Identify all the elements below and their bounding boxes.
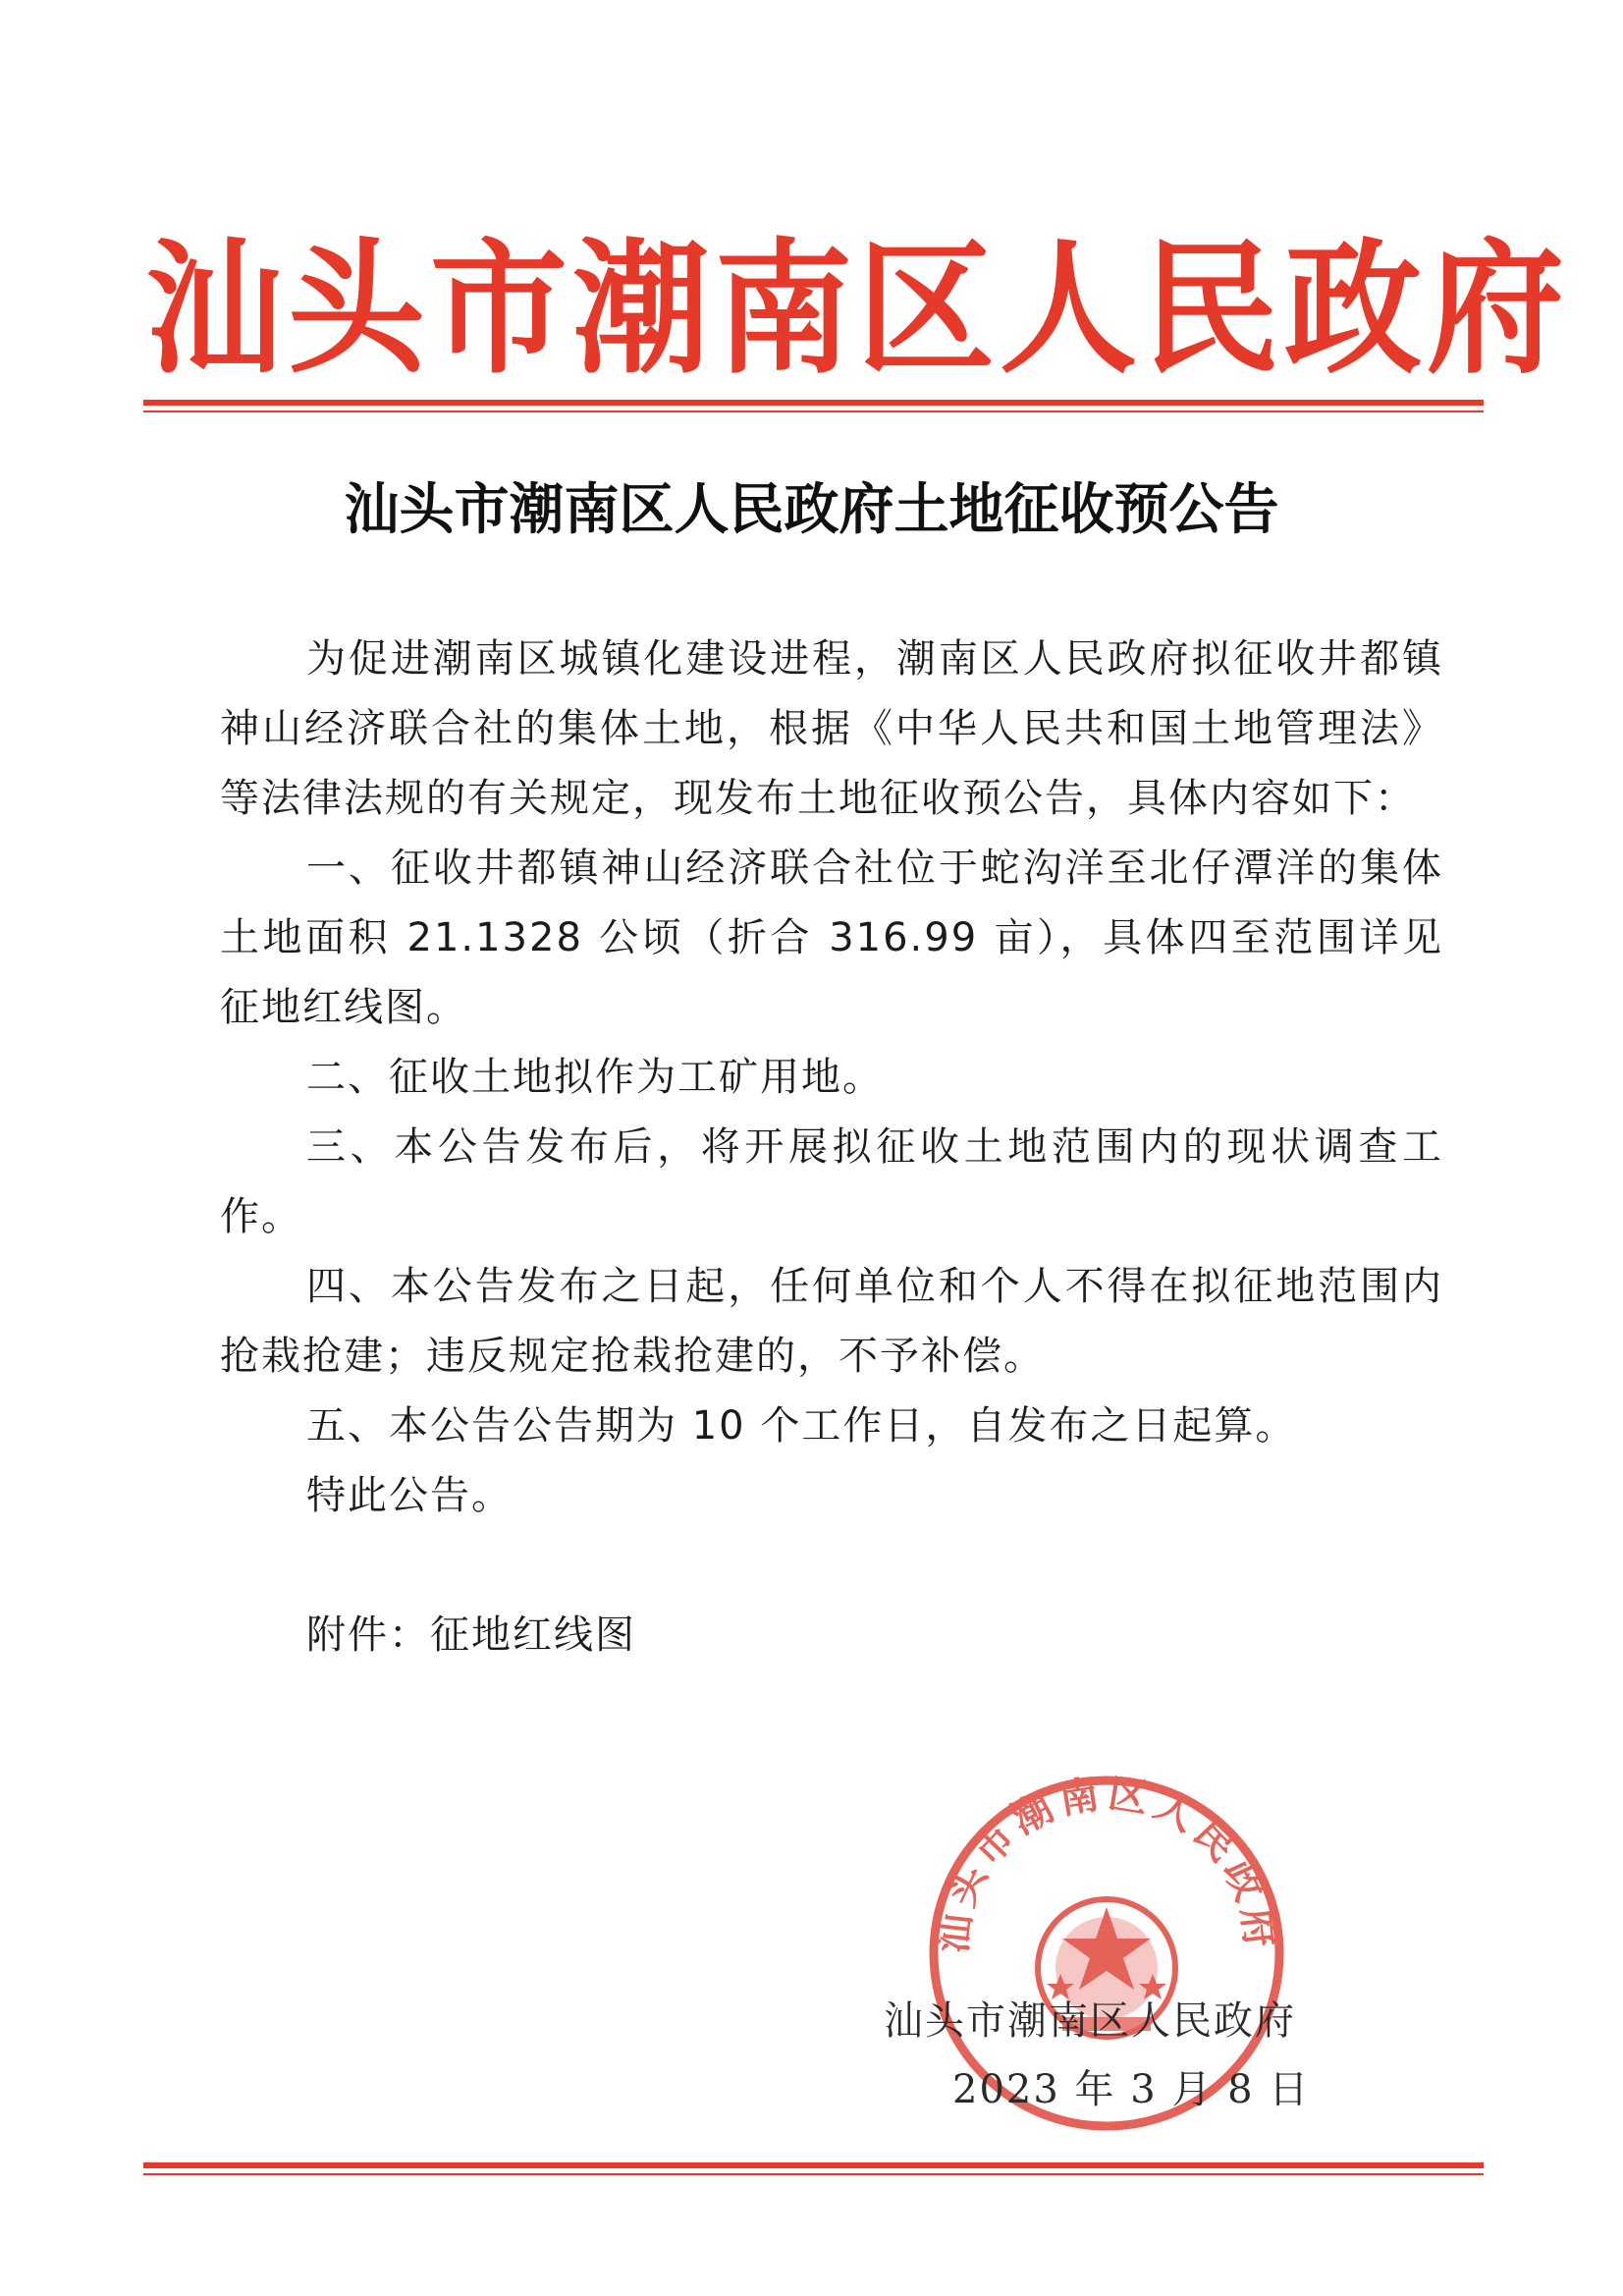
- paragraph-item-3: 三、本公告发布后，将开展拟征收土地范围内的现状调查工作。: [220, 1124, 1443, 1239]
- paragraph-item-1: 一、征收井都镇神山经济联合社位于蛇沟洋至北仔潭洋的集体土地面积 21.1328 公顷（折合 316.99 亩），具体四至范围详见征地红线图。: [220, 846, 1443, 1030]
- signature-block: [884, 1987, 1355, 2124]
- header-red-rule: [143, 400, 1484, 412]
- signature-organization: 汕头市潮南区人民政府: [884, 1998, 1296, 2044]
- signature-date: 2023 年 3 月 8 日: [952, 2067, 1311, 2112]
- paragraph-closing: 特此公告。: [306, 1473, 513, 1518]
- header-rule-thin: [143, 410, 1484, 412]
- footer-red-rule: [143, 2162, 1484, 2175]
- paragraph-intro: 为促进潮南区城镇化建设进程，潮南区人民政府拟征收井都镇神山经济联合社的集体土地，根据《中华人民共和国土地管理法》等法律法规的有关规定，现发布土地征收预公告，具体内容如下：: [220, 636, 1443, 821]
- paragraph-item-5: 五、本公告公告期为 10 个工作日，自发布之日起算。: [306, 1403, 1297, 1449]
- paragraph-item-4: 四、本公告发布之日起，任何单位和个人不得在拟征地范围内抢栽抢建；违反规定抢栽抢建的，不予补偿。: [220, 1264, 1443, 1379]
- document-body: [220, 625, 1443, 1670]
- header-rule-thick: [143, 400, 1484, 406]
- footer-rule-thin: [143, 2173, 1484, 2175]
- attachment-note: 附件：征地红线图: [306, 1613, 636, 1658]
- document-title: 汕头市潮南区人民政府土地征收预公告: [344, 477, 1279, 542]
- paragraph-item-2: 二、征收土地拟作为工矿用地。: [306, 1055, 884, 1100]
- seal-text: 汕头市潮南区人民政府: [929, 1772, 1284, 1956]
- footer-rule-thick: [143, 2162, 1484, 2168]
- masthead-title: 汕头市潮南区人民政府: [145, 225, 1570, 395]
